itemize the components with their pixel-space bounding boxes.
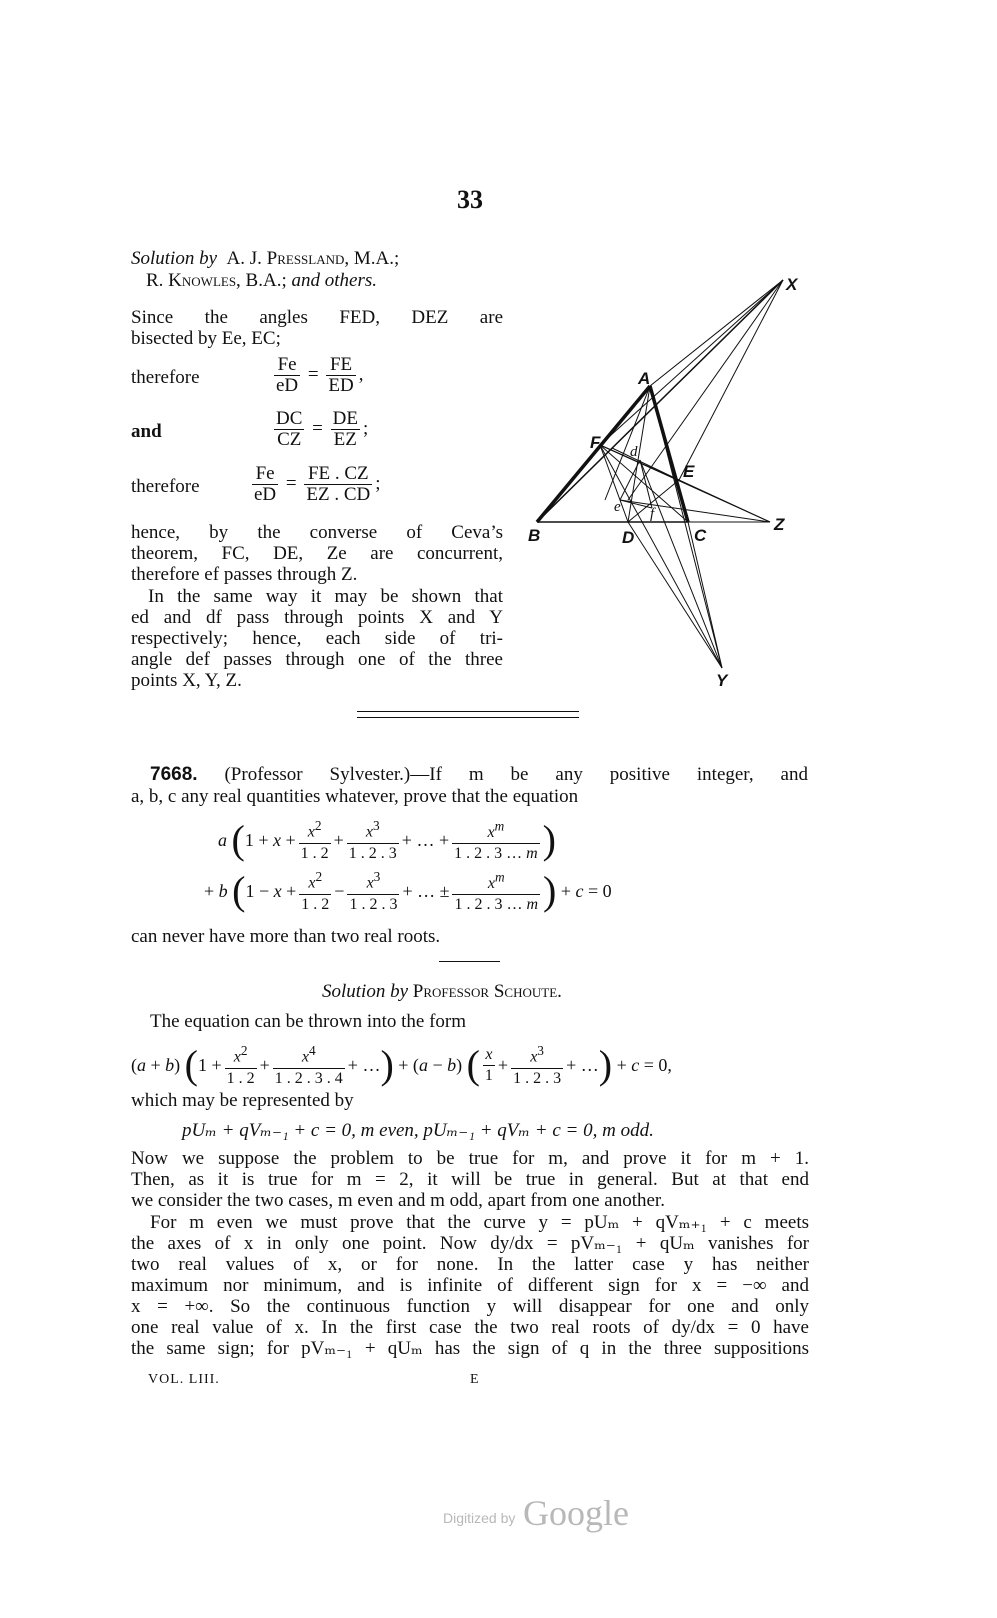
label-E: E xyxy=(683,462,695,481)
label-X: X xyxy=(786,275,798,294)
problem-equation-2-text xyxy=(0,0,1,1)
label-Y: Y xyxy=(716,671,728,690)
problem-line3: can never have more than two real roots. xyxy=(131,926,441,947)
solution1-p3-line4: angle def passes through one of the three xyxy=(131,649,503,670)
solution1-p1-line2: bisected by Ee, EC; xyxy=(131,328,281,349)
solution2-heading: Solution by Professor Schoute. xyxy=(322,981,562,1002)
solution2-line1: The equation can be thrown into the form xyxy=(150,1011,467,1032)
solution2-line2: which may be represented by xyxy=(131,1090,354,1111)
solution2-q-line7: the same sign; for pVₘ₋₁ + qUₘ has the sign of q in the three suppositions xyxy=(131,1338,809,1359)
label-A: A xyxy=(638,369,651,388)
digitized-by-watermark: Digitized by xyxy=(443,1510,516,1526)
section-divider-top xyxy=(357,711,579,712)
section-divider-bottom xyxy=(357,717,579,718)
solution1-line1: Solution by A. J. Pressland, M.A.; xyxy=(131,248,400,269)
label-f: f xyxy=(650,506,655,522)
label-d: d xyxy=(630,444,638,460)
solution2-equation: (a + b) ( 1 + $\frac{x^2}{1 . 2}$ + $\frac{x^4}{1 . 2 . 3 . 4}$ + … ) + (a − b) ( $\frac{x}{1}$ + $\frac{x^3}{1 . 2 . 3}$ + … ) + c = 0, xyxy=(131,1042,672,1087)
footer-signature: E xyxy=(470,1372,479,1387)
solution2-q-line5: x = +∞. So the continuous function y will disappear for one and only xyxy=(131,1296,809,1317)
solution1-p3-line5: points X, Y, Z. xyxy=(131,670,242,691)
problem-equation-1-text xyxy=(0,0,1,1)
solution1-p2-line3: therefore ef passes through Z. xyxy=(131,564,358,585)
fraction-row-2: and $\frac{DC}{CZ}$ = $\frac{DE}{EZ}$ ; xyxy=(131,408,369,450)
google-logo: Google xyxy=(523,1493,629,1533)
solution2-q-line4: maximum nor minimum, and is infinite of different sign for x = −∞ and xyxy=(131,1275,809,1296)
solution2-equation-2: pUₘ + qVₘ₋₁ + c = 0, m even, pUₘ₋₁ + qVₘ + c = 0, m odd. xyxy=(182,1120,654,1141)
label-B: B xyxy=(528,526,541,545)
solution2-q-line1: For m even we must prove that the curve y = pUₘ + qVₘ₊₁ + c meets xyxy=(150,1212,809,1233)
solution2-p-line1: Now we suppose the problem to be true for m, and prove it for m + 1. xyxy=(131,1148,809,1169)
label-C: C xyxy=(694,526,707,545)
label-Z: Z xyxy=(774,515,785,534)
problem-line1: 7668. (Professor Sylvester.)—If m be any positive integer, and xyxy=(150,764,808,785)
geometry-figure xyxy=(520,265,820,695)
solution1-p3-line1: In the same way it may be shown that xyxy=(148,586,503,607)
solution2-p-line3: we consider the two cases, m even and m odd, apart from one another. xyxy=(131,1190,665,1211)
solution1-p2-line2: theorem, FC, DE, Ze are concurrent, xyxy=(131,543,503,564)
solution1-p3-line3: respectively; hence, each side of tri- xyxy=(131,628,503,649)
solution1-p2-line1: hence, by the converse of Ceva’s xyxy=(131,522,503,543)
fraction-row-3: therefore $\frac{Fe}{eD}$ = $\frac{FE . CZ}{EZ . CD}$ ; xyxy=(131,463,381,505)
solution2-p-line2: Then, as it is true for m = 2, it will be true in general. But at that end xyxy=(131,1169,809,1190)
solution2-q-line3: two real values of x, or for none. In the latter case y has neither xyxy=(131,1254,809,1275)
solution1-line2: R. Knowles, B.A.; and others. xyxy=(146,270,377,291)
fraction-row-1: therefore $\frac{Fe}{eD}$ = $\frac{FE}{ED}$ , xyxy=(131,354,364,396)
footer-volume: VOL. LIII. xyxy=(148,1372,220,1387)
solution2-equation-text xyxy=(0,0,1,1)
solution2-q-line6: one real value of x. In the first case the two real roots of dy/dx = 0 have xyxy=(131,1317,809,1338)
page-number: 33 xyxy=(457,185,483,214)
problem-equation-2: + b ( 1 − x + $\frac{x^2}{1 . 2}$ − $\frac{x^3}{1 . 2 . 3}$ + … ± $\frac{x^m}{1 . 2 . 3 \dots m}$ ) + c = 0 xyxy=(204,868,612,913)
solution2-divider xyxy=(439,961,500,962)
solution2-q-line2: the axes of x in only one point. Now dy/dx = pVₘ₋₁ + qUₘ vanishes for xyxy=(131,1233,809,1254)
solution1-p3-line2: ed and df pass through points X and Y xyxy=(131,607,503,628)
label-F: F xyxy=(590,433,601,452)
label-e: e xyxy=(614,499,621,515)
label-D: D xyxy=(622,528,635,547)
problem-equation-1: a ( 1 + x + $\frac{x^2}{1 . 2}$ + $\frac{x^3}{1 . 2 . 3}$ + … + $\frac{x^m}{1 . 2 . 3 \dots m}$ ) xyxy=(218,817,556,862)
problem-line2: a, b, c any real quantities whatever, prove that the equation xyxy=(131,786,579,807)
solution1-p1-line1: Since the angles FED, DEZ are xyxy=(131,307,503,328)
